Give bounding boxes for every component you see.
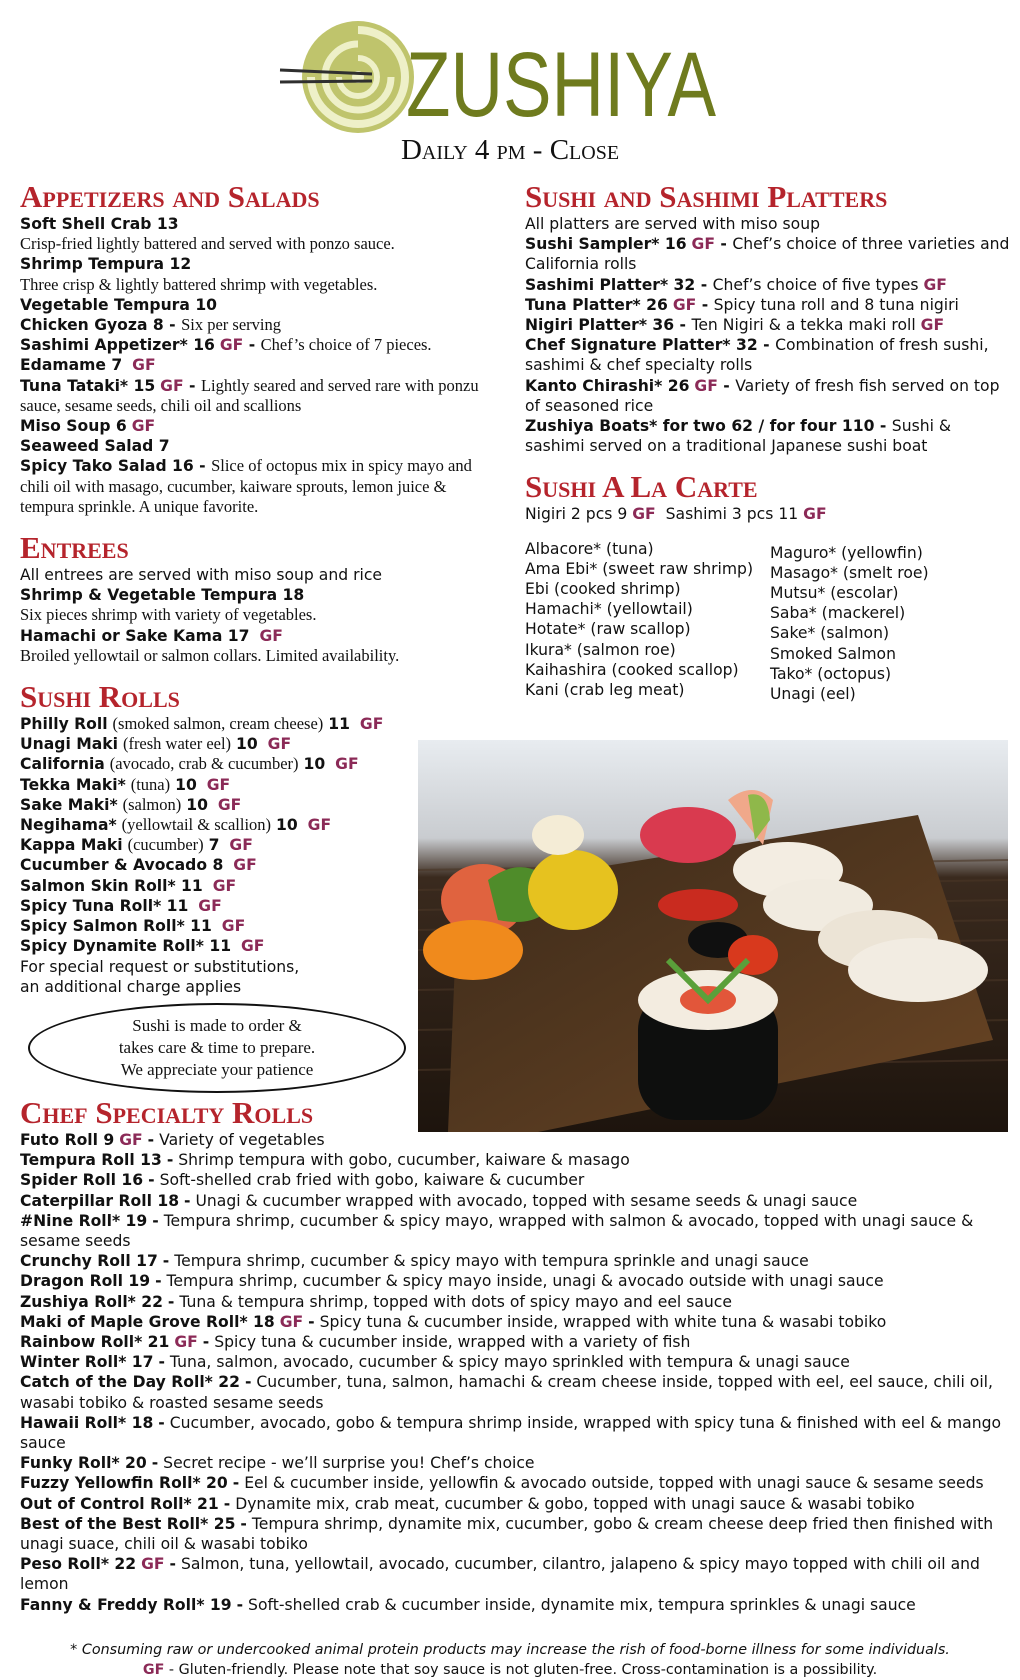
roll-name: Catch of the Day Roll* 22: [20, 1373, 240, 1392]
menu-item: Chef Signature Platter* 32 - Combination of fresh sushi, sashimi & chef specialty rolls: [525, 336, 989, 375]
gf-badge: GF: [119, 1131, 143, 1149]
fish-item: Albacore* (tuna): [525, 539, 654, 558]
menu-item: [20, 1130, 1010, 1150]
menu-item-desc: Broiled yellowtail or salmon collars. Limited availability.: [20, 645, 400, 665]
gf-badge: GF: [212, 876, 237, 895]
roll-price: 10: [236, 735, 258, 754]
gf-badge: GF: [221, 917, 246, 936]
menu-item: [20, 1251, 1010, 1271]
roll-note: (cucumber): [127, 835, 204, 855]
platter-name: Nigiri Platter* 36: [525, 316, 675, 335]
roll-name: Negihama*: [20, 816, 117, 835]
fish-item: Unagi (eel): [770, 685, 856, 704]
fish-item: Kani (crab leg meat): [525, 681, 685, 700]
brand-name: ZUSHIYA: [406, 34, 717, 136]
menu-item: [20, 1150, 1010, 1170]
a-la-carte-section: [525, 470, 1015, 704]
platter-name: Sushi Sampler* 16: [525, 235, 687, 254]
spiral-icon: [302, 21, 414, 133]
fish-item: Ama Ebi* (sweet raw shrimp): [525, 559, 754, 578]
menu-item-desc: Three crisp & lightly battered shrimp with vegetables.: [20, 274, 378, 294]
menu-item: Miso Soup 6 GF: [20, 417, 156, 436]
fish-item: Ikura* (salmon roe): [525, 640, 676, 659]
menu-item: Seaweed Salad 7: [20, 437, 170, 456]
separator: -: [151, 1454, 159, 1473]
fish-item: Ebi (cooked shrimp): [525, 580, 681, 599]
roll-desc: Eel & cucumber inside, yellowfin & avocado outside, topped with unagi sauce & sesame seeds: [244, 1474, 984, 1493]
patience-notice: Sushi is made to order & takes care & time to prepare. We appreciate your patience: [28, 1003, 406, 1093]
roll-desc: Secret recipe - we’ll surprise you! Chef’s choice: [163, 1454, 535, 1473]
gf-badge: GF: [923, 275, 947, 294]
gf-badge: GF: [307, 816, 332, 835]
menu-item: [20, 1312, 1010, 1332]
menu-item: Spicy Tako Salad 16 - Slice of octopus mix in spicy mayo and chili oil with masago, cucumber, kaiware sprouts, lemon juice & tempura sprinkle. A unique favorite.: [20, 456, 472, 516]
fish-item: Mutsu* (escolar): [770, 584, 899, 603]
chef-specialty-section: [20, 1096, 1010, 1615]
menu-item: Hamachi or Sake Kama 17 GF: [20, 626, 283, 645]
opening-hours: Daily 4 pm - Close: [400, 134, 620, 166]
menu-item: [20, 1332, 1010, 1352]
roll-desc: Variety of vegetables: [159, 1131, 325, 1149]
roll-desc: Dynamite mix, crab meat, cucumber & gobo, topped with unagi sauce & wasabi tobiko: [235, 1494, 915, 1513]
chef-roll-list: [20, 1130, 1010, 1615]
menu-item: Shrimp Tempura 12: [20, 255, 192, 274]
roll-name: Salmon Skin Roll* 11: [20, 876, 203, 895]
section-title: Sushi A La Carte: [525, 469, 758, 505]
gf-badge: GF: [335, 755, 359, 774]
menu-item: [20, 1514, 1010, 1554]
roll-note: (avocado, crab & cucumber): [109, 754, 299, 774]
gf-badge: GF: [174, 1333, 198, 1352]
platter-desc: Sushi & sashimi served on a traditional Japanese sushi boat: [525, 417, 952, 456]
platter-name: Tuna Platter* 26: [525, 295, 668, 314]
roll-name: Rainbow Roll* 21: [20, 1333, 170, 1352]
roll-name: Hawaii Roll* 18: [20, 1413, 154, 1432]
roll-name: Caterpillar Roll 18: [20, 1191, 180, 1210]
gf-badge: GF: [233, 856, 257, 875]
roll-name: Fuzzy Yellowfin Roll* 20: [20, 1474, 228, 1493]
gf-badge: GF: [691, 235, 715, 254]
roll-price: 10: [303, 755, 326, 774]
platter-desc: Spicy tuna roll and 8 tuna nigiri: [713, 295, 959, 314]
roll-price: 10: [186, 795, 208, 814]
roll-name: #Nine Roll* 19: [20, 1211, 148, 1230]
platter-desc: Combination of fresh sushi, sashimi & chef specialty rolls: [525, 336, 989, 375]
gf-badge: GF: [229, 836, 253, 855]
platter-desc: Chef’s choice of five types: [712, 275, 919, 294]
menu-item: Sashimi Appetizer* 16 GF - Chef’s choice of 7 pieces.: [20, 335, 432, 355]
section-title: Entrees: [20, 530, 129, 566]
menu-item-desc: Six pieces shrimp with variety of vegetables.: [20, 605, 317, 625]
separator: -: [232, 1474, 240, 1493]
menu-item: Shrimp & Vegetable Tempura 18: [20, 586, 305, 605]
separator: -: [184, 1191, 191, 1210]
separator: -: [223, 1494, 231, 1513]
roll-name: Winter Roll* 17: [20, 1353, 154, 1372]
roll-desc: Tempura shrimp, cucumber & spicy mayo, wrapped with salmon & avocado, topped with unagi sauce & sesame seeds: [20, 1211, 974, 1251]
gf-badge: GF: [672, 295, 697, 314]
menu-item: [20, 1494, 1010, 1514]
roll-desc: Tempura shrimp, cucumber & spicy mayo inside, unagi & avocado outside with unagi sauce: [166, 1272, 884, 1291]
roll-name: Philly Roll: [20, 715, 108, 734]
menu-item: Edamame 7 GF: [20, 356, 156, 375]
roll-name: Kappa Maki: [20, 836, 123, 855]
menu-item: Kanto Chirashi* 26 GF - Variety of fresh fish served on top of seasoned rice: [525, 376, 1000, 415]
right-column: [525, 180, 1015, 704]
roll-name: Spicy Salmon Roll* 11: [20, 917, 212, 936]
platter-name: Chef Signature Platter* 32: [525, 336, 758, 355]
menu-item: [20, 1554, 1010, 1594]
menu-item: [20, 1170, 1010, 1190]
platter-desc: Variety of fresh fish served on top of seasoned rice: [525, 376, 1000, 415]
gf-badge: GF: [920, 316, 945, 335]
roll-desc: Salmon, tuna, yellowtail, avocado, cucumber, cilantro, jalapeno & spicy mayo topped with chili oil and lemon: [20, 1555, 980, 1594]
section-title: Sushi Rolls: [20, 679, 180, 715]
appetizers-section: [20, 180, 495, 517]
section-title: Sushi and Sashimi Platters: [525, 179, 888, 214]
zushiya-logo: [280, 18, 720, 136]
roll-name: Tekka Maki*: [20, 775, 126, 794]
roll-desc: Cucumber, avocado, gobo & tempura shrimp inside, wrapped with spicy tuna & finished with eel & mango sauce: [20, 1413, 1002, 1453]
separator: -: [202, 1333, 210, 1352]
menu-item: [20, 1372, 1010, 1412]
separator: -: [155, 1272, 162, 1291]
platter-name: Kanto Chirashi* 26: [525, 376, 690, 395]
platter-desc: Ten Nigiri & a tekka maki roll: [691, 316, 916, 335]
roll-name: Out of Control Roll* 21: [20, 1494, 219, 1513]
roll-name: Crunchy Roll 17: [20, 1252, 158, 1271]
roll-note: (tuna): [130, 774, 171, 794]
gf-badge: GF: [694, 376, 718, 395]
fish-item: Hamachi* (yellowtail): [525, 600, 693, 619]
section-intro: All entrees are served with miso soup and rice: [20, 566, 382, 585]
fish-item: Saba* (mackerel): [770, 604, 906, 623]
roll-name: Zushiya Roll* 22: [20, 1292, 163, 1311]
roll-note: (smoked salmon, cream cheese): [112, 714, 324, 734]
menu-item: Vegetable Tempura 10: [20, 295, 218, 314]
roll-desc: Cucumber, tuna, salmon, hamachi & cream cheese inside, topped with eel, eel sauce, chili oil, wasabi tobiko & roasted sesame seeds: [20, 1373, 993, 1412]
menu-item: [20, 1473, 1010, 1493]
fish-item: Sake* (salmon): [770, 624, 890, 643]
section-note: an additional charge applies: [20, 977, 242, 996]
section-title: Appetizers and Salads: [20, 179, 320, 214]
fish-item: Maguro* (yellowfin): [770, 543, 923, 562]
roll-desc: Spicy tuna & cucumber inside, wrapped with white tuna & wasabi tobiko: [319, 1312, 887, 1331]
a-la-carte-pricing: Nigiri 2 pcs 9 GF Sashimi 3 pcs 11 GF: [525, 505, 827, 524]
roll-name: Unagi Maki: [20, 735, 118, 754]
menu-item-desc: Crisp-fried lightly battered and served with ponzo sauce.: [20, 234, 395, 254]
menu-item: Chicken Gyoza 8 - Six per serving: [20, 315, 281, 335]
roll-desc: Unagi & cucumber wrapped with avocado, topped with sesame seeds & unagi sauce: [195, 1191, 858, 1210]
platter-name: Zushiya Boats* for two 62 / for four 110: [525, 417, 875, 436]
gf-badge: GF: [198, 896, 222, 915]
menu-item: [20, 1453, 1010, 1473]
roll-name: Spicy Tuna Roll* 11: [20, 896, 189, 915]
platter-desc: Chef’s choice of three varieties and California rolls: [525, 235, 1010, 274]
separator: -: [308, 1312, 315, 1331]
gf-badge: GF: [240, 937, 265, 956]
roll-price: 7: [208, 836, 220, 855]
roll-name: Tempura Roll 13: [20, 1151, 162, 1170]
raw-food-disclaimer: * Consuming raw or undercooked animal protein products may increase the rish of food-borne illness for some individuals.: [70, 1642, 950, 1658]
section-title: Chef Specialty Rolls: [20, 1095, 314, 1130]
sushi-platter-photo: [418, 740, 1008, 1132]
roll-name: Maki of Maple Grove Roll* 18: [20, 1312, 275, 1331]
roll-note: (fresh water eel): [122, 734, 232, 754]
separator: -: [158, 1413, 165, 1432]
roll-note: (salmon): [122, 794, 182, 814]
fish-list-left: [525, 539, 770, 705]
separator: -: [162, 1252, 170, 1271]
menu-item: [20, 714, 495, 734]
roll-desc: Tuna & tempura shrimp, topped with dots of spicy mayo and eel sauce: [179, 1292, 732, 1311]
separator: -: [167, 1292, 175, 1311]
roll-name: California: [20, 755, 105, 774]
roll-desc: Soft-shelled crab & cucumber inside, dynamite mix, tempura sprinkles & unagi sauce: [248, 1595, 916, 1614]
separator: -: [166, 1151, 174, 1170]
roll-desc: Tempura shrimp, dynamite mix, cucumber, gobo & cream cheese deep fried then finished with unagi suace, chili oil & wasabi tobiko: [20, 1514, 994, 1554]
roll-name: Sake Maki*: [20, 795, 118, 814]
fish-item: Tako* (octopus): [770, 664, 892, 683]
roll-name: Dragon Roll 19: [20, 1272, 151, 1291]
roll-name: Best of the Best Roll* 25: [20, 1514, 236, 1533]
separator: -: [244, 1373, 252, 1392]
menu-item: [20, 1292, 1010, 1312]
separator: -: [236, 1595, 244, 1614]
roll-name: Fanny & Freddy Roll* 19: [20, 1595, 232, 1614]
fish-item: Smoked Salmon: [770, 644, 896, 663]
separator: -: [148, 1171, 155, 1190]
gluten-note: GF - Gluten-friendly. Please note that soy sauce is not gluten-free. Cross-contamination is a possibility.: [142, 1662, 878, 1678]
roll-price: 11: [328, 715, 350, 734]
menu-item: [20, 1211, 1010, 1251]
separator: -: [147, 1131, 155, 1149]
gf-badge: GF: [279, 1312, 304, 1331]
menu-item: Zushiya Boats* for two 62 / for four 110 - Sushi & sashimi served on a traditional Japanese sushi boat: [525, 417, 952, 456]
gf-badge: GF: [206, 775, 231, 794]
roll-price: 10: [276, 816, 298, 835]
roll-desc: Tempura shrimp, cucumber & spicy mayo with tempura sprinkle and unagi sauce: [174, 1252, 809, 1271]
platter-list: [525, 234, 1015, 456]
fish-item: Masago* (smelt roe): [770, 563, 929, 582]
fish-list-right: [770, 539, 1015, 705]
gf-badge: GF: [359, 715, 384, 734]
roll-desc: Spicy tuna & cucumber inside, wrapped with a variety of fish: [214, 1333, 691, 1352]
roll-name: Spicy Dynamite Roll* 11: [20, 937, 232, 956]
separator: -: [158, 1353, 165, 1372]
menu-item: [20, 1413, 1010, 1453]
footer: [0, 1640, 1020, 1680]
roll-name: Cucumber & Avocado 8: [20, 856, 224, 875]
menu-item: [20, 1595, 1010, 1615]
fish-item: Hotate* (raw scallop): [525, 620, 691, 639]
menu-item: [20, 1271, 1010, 1291]
platters-section: [525, 180, 1015, 456]
roll-desc: Tuna, salmon, avocado, cucumber & spicy mayo sprinkled with tempura & unagi sauce: [169, 1353, 850, 1372]
menu-item: Soft Shell Crab 13: [20, 215, 179, 233]
roll-note: (yellowtail & scallion): [121, 815, 272, 835]
roll-price: 10: [175, 775, 197, 794]
roll-desc: Soft-shelled crab fried with gobo, kaiware & cucumber: [159, 1171, 585, 1190]
menu-item: Sashimi Platter* 32 - Chef’s choice of five types GF: [525, 275, 947, 294]
entrees-section: [20, 531, 495, 666]
section-intro: All platters are served with miso soup: [525, 215, 821, 233]
menu-item: Tuna Platter* 26 GF - Spicy tuna roll and 8 tuna nigiri: [525, 295, 959, 314]
menu-item: Tuna Tataki* 15 GF - Lightly seared and served rare with ponzu sauce, sesame seeds, chili oil and scallions: [20, 375, 479, 415]
fish-item: Kaihashira (cooked scallop): [525, 660, 739, 679]
separator: -: [169, 1555, 176, 1574]
roll-name: Peso Roll* 22: [20, 1555, 137, 1574]
fish-columns: [525, 539, 1015, 705]
menu-item: Nigiri Platter* 36 - Ten Nigiri & a tekka maki roll GF: [525, 316, 945, 335]
roll-name: Spider Roll 16: [20, 1171, 144, 1190]
gf-badge: GF: [217, 795, 242, 814]
gf-badge: GF: [267, 735, 292, 754]
menu-item: [20, 1191, 1010, 1211]
platter-name: Sashimi Platter* 32: [525, 275, 696, 294]
menu-item: Sushi Sampler* 16 GF - Chef’s choice of three varieties and California rolls: [525, 235, 1010, 274]
section-note: For special request or substitutions,: [20, 957, 300, 976]
separator: -: [240, 1514, 247, 1533]
gf-badge: GF: [141, 1555, 165, 1574]
roll-name: Futo Roll 9: [20, 1131, 115, 1149]
menu-item: [20, 1352, 1010, 1372]
separator: -: [152, 1211, 159, 1230]
appetizer-list: [20, 214, 495, 517]
roll-name: Funky Roll* 20: [20, 1454, 147, 1473]
roll-desc: Shrimp tempura with gobo, cucumber, kaiware & masago: [178, 1151, 630, 1170]
